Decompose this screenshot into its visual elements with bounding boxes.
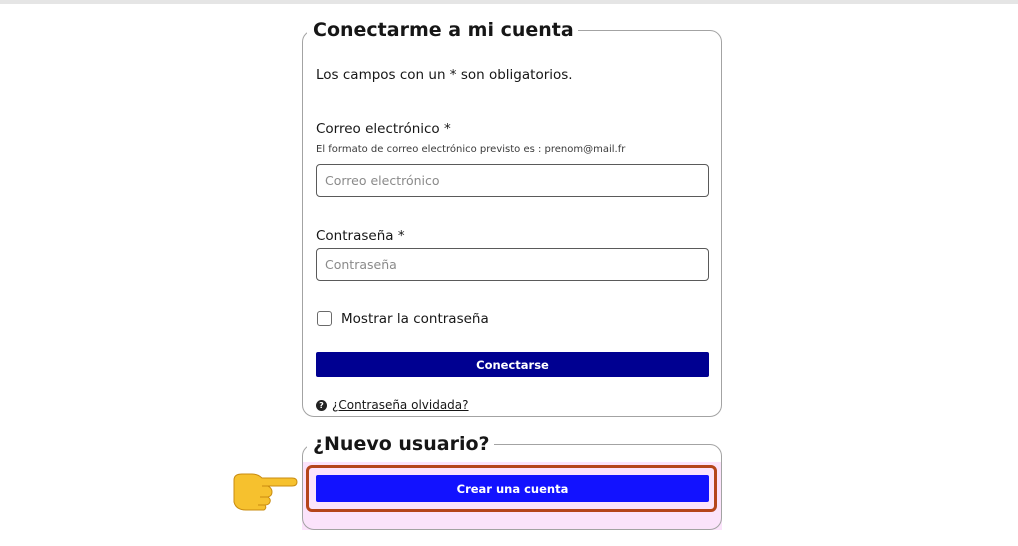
password-label: Contraseña * — [316, 228, 405, 244]
connect-button-label: Conectarse — [476, 357, 549, 372]
required-fields-note: Los campos con un * son obligatorios. — [316, 67, 573, 83]
password-input[interactable] — [316, 248, 709, 281]
show-password-checkbox[interactable] — [317, 311, 332, 326]
connect-button[interactable] — [316, 352, 709, 377]
show-password-label[interactable]: Mostrar la contraseña — [341, 311, 489, 327]
login-panel — [302, 19, 722, 417]
top-border — [0, 0, 1018, 4]
email-label: Correo electrónico * — [316, 121, 451, 137]
email-input[interactable] — [316, 164, 709, 197]
forgot-password-link[interactable]: ¿Contraseña olvidada? — [332, 398, 469, 412]
pointing-hand-icon — [230, 466, 298, 512]
question-circle-icon: ? — [316, 400, 327, 411]
email-format-hint: El formato de correo electrónico previsto es : prenom@mail.fr — [316, 144, 626, 155]
create-account-button-label: Crear una cuenta — [456, 481, 569, 496]
new-user-title: ¿Nuevo usuario? — [313, 433, 490, 455]
login-title: Conectarme a mi cuenta — [313, 19, 574, 41]
highlight-frame — [306, 465, 717, 512]
